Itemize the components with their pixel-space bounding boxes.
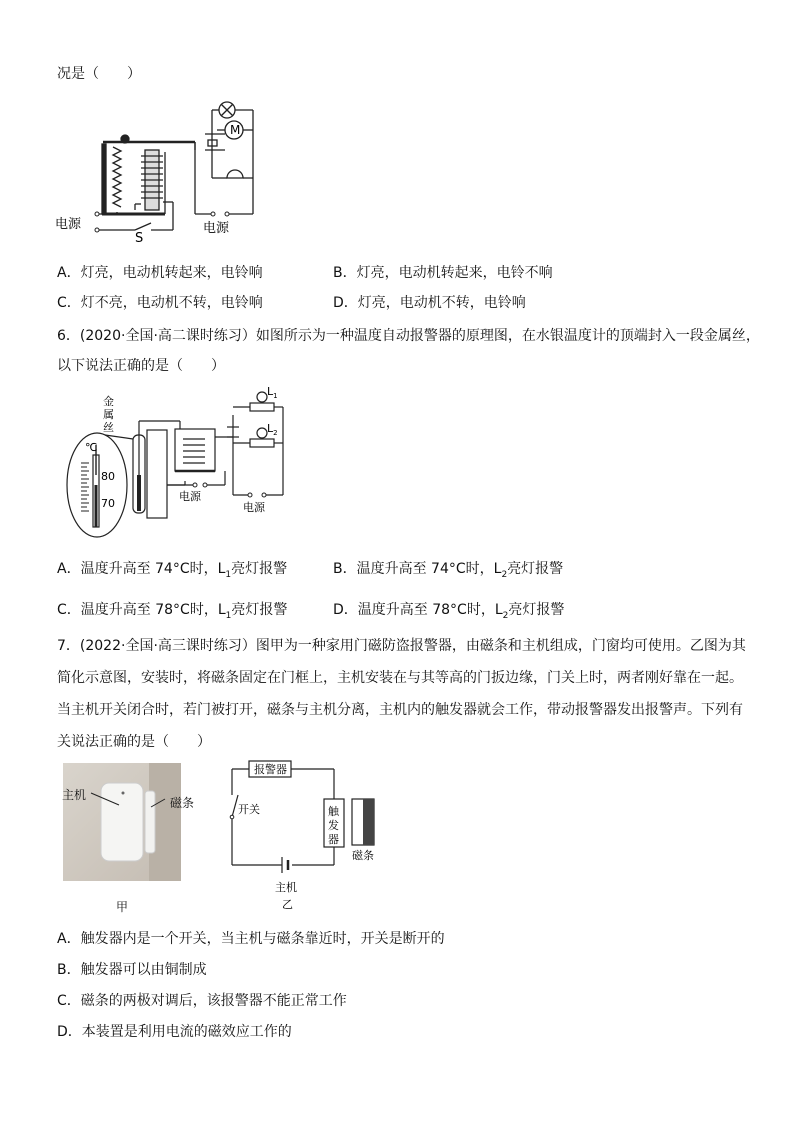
tick-80: 80: [101, 470, 115, 483]
q6-option-d: D．温度升高至 78°C时，$L_2$亮灯报警: [333, 602, 565, 621]
q5-switch-label: S: [135, 231, 144, 242]
q6-stem-line1: 6．(2020·全国·高二课时练习）如图所示为一种温度自动报警器的原理图，在水银温度计的顶端封入一段金属丝，: [57, 328, 760, 344]
photo-magnet-label: 磁条: [170, 796, 195, 810]
trigger-label-3: 器: [328, 833, 339, 846]
q5-stem-tail: 况是（ ）: [57, 66, 141, 82]
q5-relay-circuit-figure: [55, 92, 270, 242]
motor-label: M: [230, 123, 241, 137]
fig-yi-caption: 乙: [282, 898, 293, 911]
circuit-host-label: 主机: [275, 881, 297, 894]
q7-circuit-yi: [220, 757, 395, 912]
q7-stem-line2: 简化示意图，安装时，将磁条固定在门框上，主机安装在与其等高的门扳边缘，门关上时，两者刚好靠在一起。: [57, 670, 743, 686]
q5-power-left-label: 电源: [55, 217, 82, 232]
q6-option-b: B．温度升高至 74°C时，$L_2$亮灯报警: [333, 561, 564, 580]
metal-wire-label-3: 丝: [103, 421, 114, 434]
fig-jia-caption: 甲: [116, 900, 129, 914]
q7-photo-jia: [63, 763, 181, 881]
q5-power-right-label: 电源: [203, 221, 230, 236]
q5-option-a: A．灯亮，电动机转起来，电铃响: [57, 265, 263, 281]
q6-stem-line2: 以下说法正确的是（ ）: [57, 358, 225, 374]
lamp-l2-label: $L_2$: [267, 422, 278, 437]
q7-stem-line3: 当主机开关闭合时，若门被打开，磁条与主机分离，主机内的触发器就会工作，带动报警器发出报警声。下列有: [57, 702, 743, 718]
trigger-label-2: 发: [328, 819, 339, 832]
celsius-unit: ℃: [85, 441, 98, 454]
q5-option-d: D．灯亮，电动机不转，电铃响: [333, 295, 526, 311]
q7-option-c: C．磁条的两极对调后，该报警器不能正常工作: [57, 993, 347, 1009]
q6-temperature-alarm-figure: [55, 385, 295, 540]
photo-host-label: 主机: [62, 788, 87, 802]
q5-option-c: C．灯不亮，电动机不转，电铃响: [57, 295, 263, 311]
tick-70: 70: [101, 497, 115, 510]
alarm-label: 报警器: [254, 763, 287, 776]
q7-stem-line1: 7．(2022·全国·高三课时练习）图甲为一种家用门磁防盗报警器，由磁条和主机组成，门窗均可使用。乙图为其: [57, 638, 746, 654]
q5-option-b: B．灯亮，电动机转起来，电铃不响: [333, 265, 553, 281]
q6-option-a: A．温度升高至 74°C时，$L_1$亮灯报警: [57, 561, 288, 580]
q6-power2-label: 电源: [243, 501, 265, 514]
trigger-label-1: 触: [328, 805, 339, 818]
circuit-magnet-label: 磁条: [352, 849, 374, 862]
q7-option-b: B．触发器可以由铜制成: [57, 962, 207, 978]
metal-wire-label-2: 属: [103, 408, 114, 421]
q6-option-c: C．温度升高至 78°C时，$L_1$亮灯报警: [57, 602, 288, 621]
q7-option-d: D．本装置是利用电流的磁效应工作的: [57, 1024, 292, 1040]
metal-wire-label-1: 金: [103, 395, 114, 408]
q6-power1-label: 电源: [179, 490, 201, 503]
switch-label: 开关: [238, 803, 260, 816]
lamp-l1-label: $L_1$: [267, 385, 278, 400]
q7-option-a: A．触发器内是一个开关，当主机与磁条靠近时，开关是断开的: [57, 931, 445, 947]
q7-stem-line4: 关说法正确的是（ ）: [57, 734, 211, 750]
